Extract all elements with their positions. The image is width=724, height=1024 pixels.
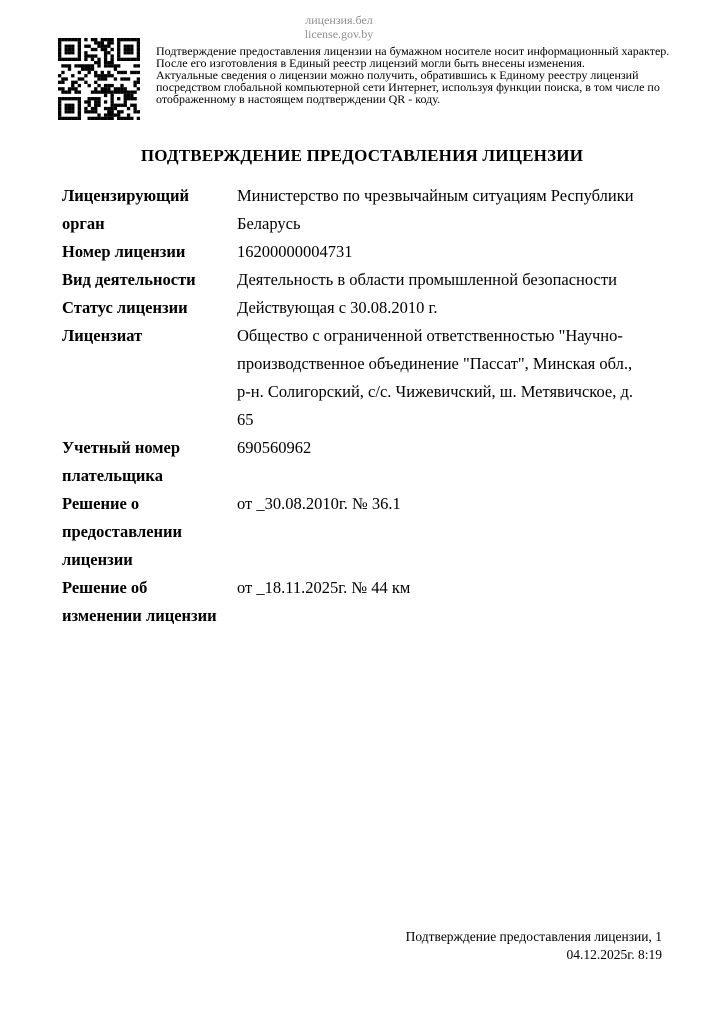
table-row-payer-number (62, 434, 664, 490)
table-row-license-status (62, 294, 664, 322)
row-label: Решение об изменении лицензии (62, 578, 217, 625)
qr-code-icon (58, 38, 140, 120)
page-footer (406, 928, 662, 963)
row-label: Номер лицензии (62, 242, 186, 261)
row-value: 690560962 (237, 438, 312, 457)
notice-line: посредством глобальной компьютерной сети Интернет, используя функции поиска, в том числе по (156, 79, 660, 94)
footer-timestamp: 04.12.2025г. 8:19 (566, 946, 662, 962)
table-row-license-number (62, 238, 664, 266)
table-row-grant-decision (62, 490, 664, 574)
site-header (0, 13, 678, 41)
site-name-en: license.gov.by (304, 27, 374, 41)
notice-line: Актуальные сведения о лицензии можно получить, обратившись к Единому реестру лицензий (156, 67, 639, 82)
row-label: Решение о предоставлении лицензии (62, 494, 183, 569)
row-label: Учетный номер плательщика (62, 438, 181, 485)
document-title: ПОДТВЕРЖДЕНИЕ ПРЕДОСТАВЛЕНИЯ ЛИЦЕНЗИИ (140, 146, 584, 165)
table-row-licensee (62, 322, 664, 434)
row-label: Лицензиат (62, 326, 143, 345)
site-name-by: лицензия.бел (305, 13, 373, 27)
row-label: Вид деятельности (62, 270, 196, 289)
notice-line: Подтверждение предоставления лицензии на бумажном носителе носит информационный характер. (156, 44, 670, 58)
row-value: Министерство по чрезвычайным ситуациям Республики Беларусь (237, 186, 634, 233)
license-table (62, 182, 664, 630)
row-label: Лицензирующий орган (62, 186, 190, 233)
row-value: 16200000004731 (237, 242, 353, 261)
row-value: Деятельность в области промышленной безопасности (237, 270, 617, 289)
row-value: Общество с ограниченной ответственностью "Научно- производственное объединение "Пассат", Минская обл., р-н. Солигорский, с/с. Чижевичский, ш. Метявичское, д. 65 (237, 326, 634, 429)
row-label: Статус лицензии (62, 298, 188, 317)
row-value: от _18.11.2025г. № 44 км (237, 578, 411, 597)
table-row-licensing-authority (62, 182, 664, 238)
table-row-activity-type (62, 266, 664, 294)
row-value: от _30.08.2010г. № 36.1 (237, 494, 401, 513)
footer-doc-ref: Подтверждение предоставления лицензии, 1 (405, 929, 662, 944)
notice-line: отображенному в настоящем подтверждении QR - коду. (156, 91, 441, 106)
notice-paragraph (156, 46, 701, 106)
table-row-change-decision (62, 574, 664, 630)
notice-line: После его изготовления в Единый реестр лицензий могли быть внесены изменения. (156, 55, 585, 70)
row-value: Действующая с 30.08.2010 г. (237, 298, 438, 317)
